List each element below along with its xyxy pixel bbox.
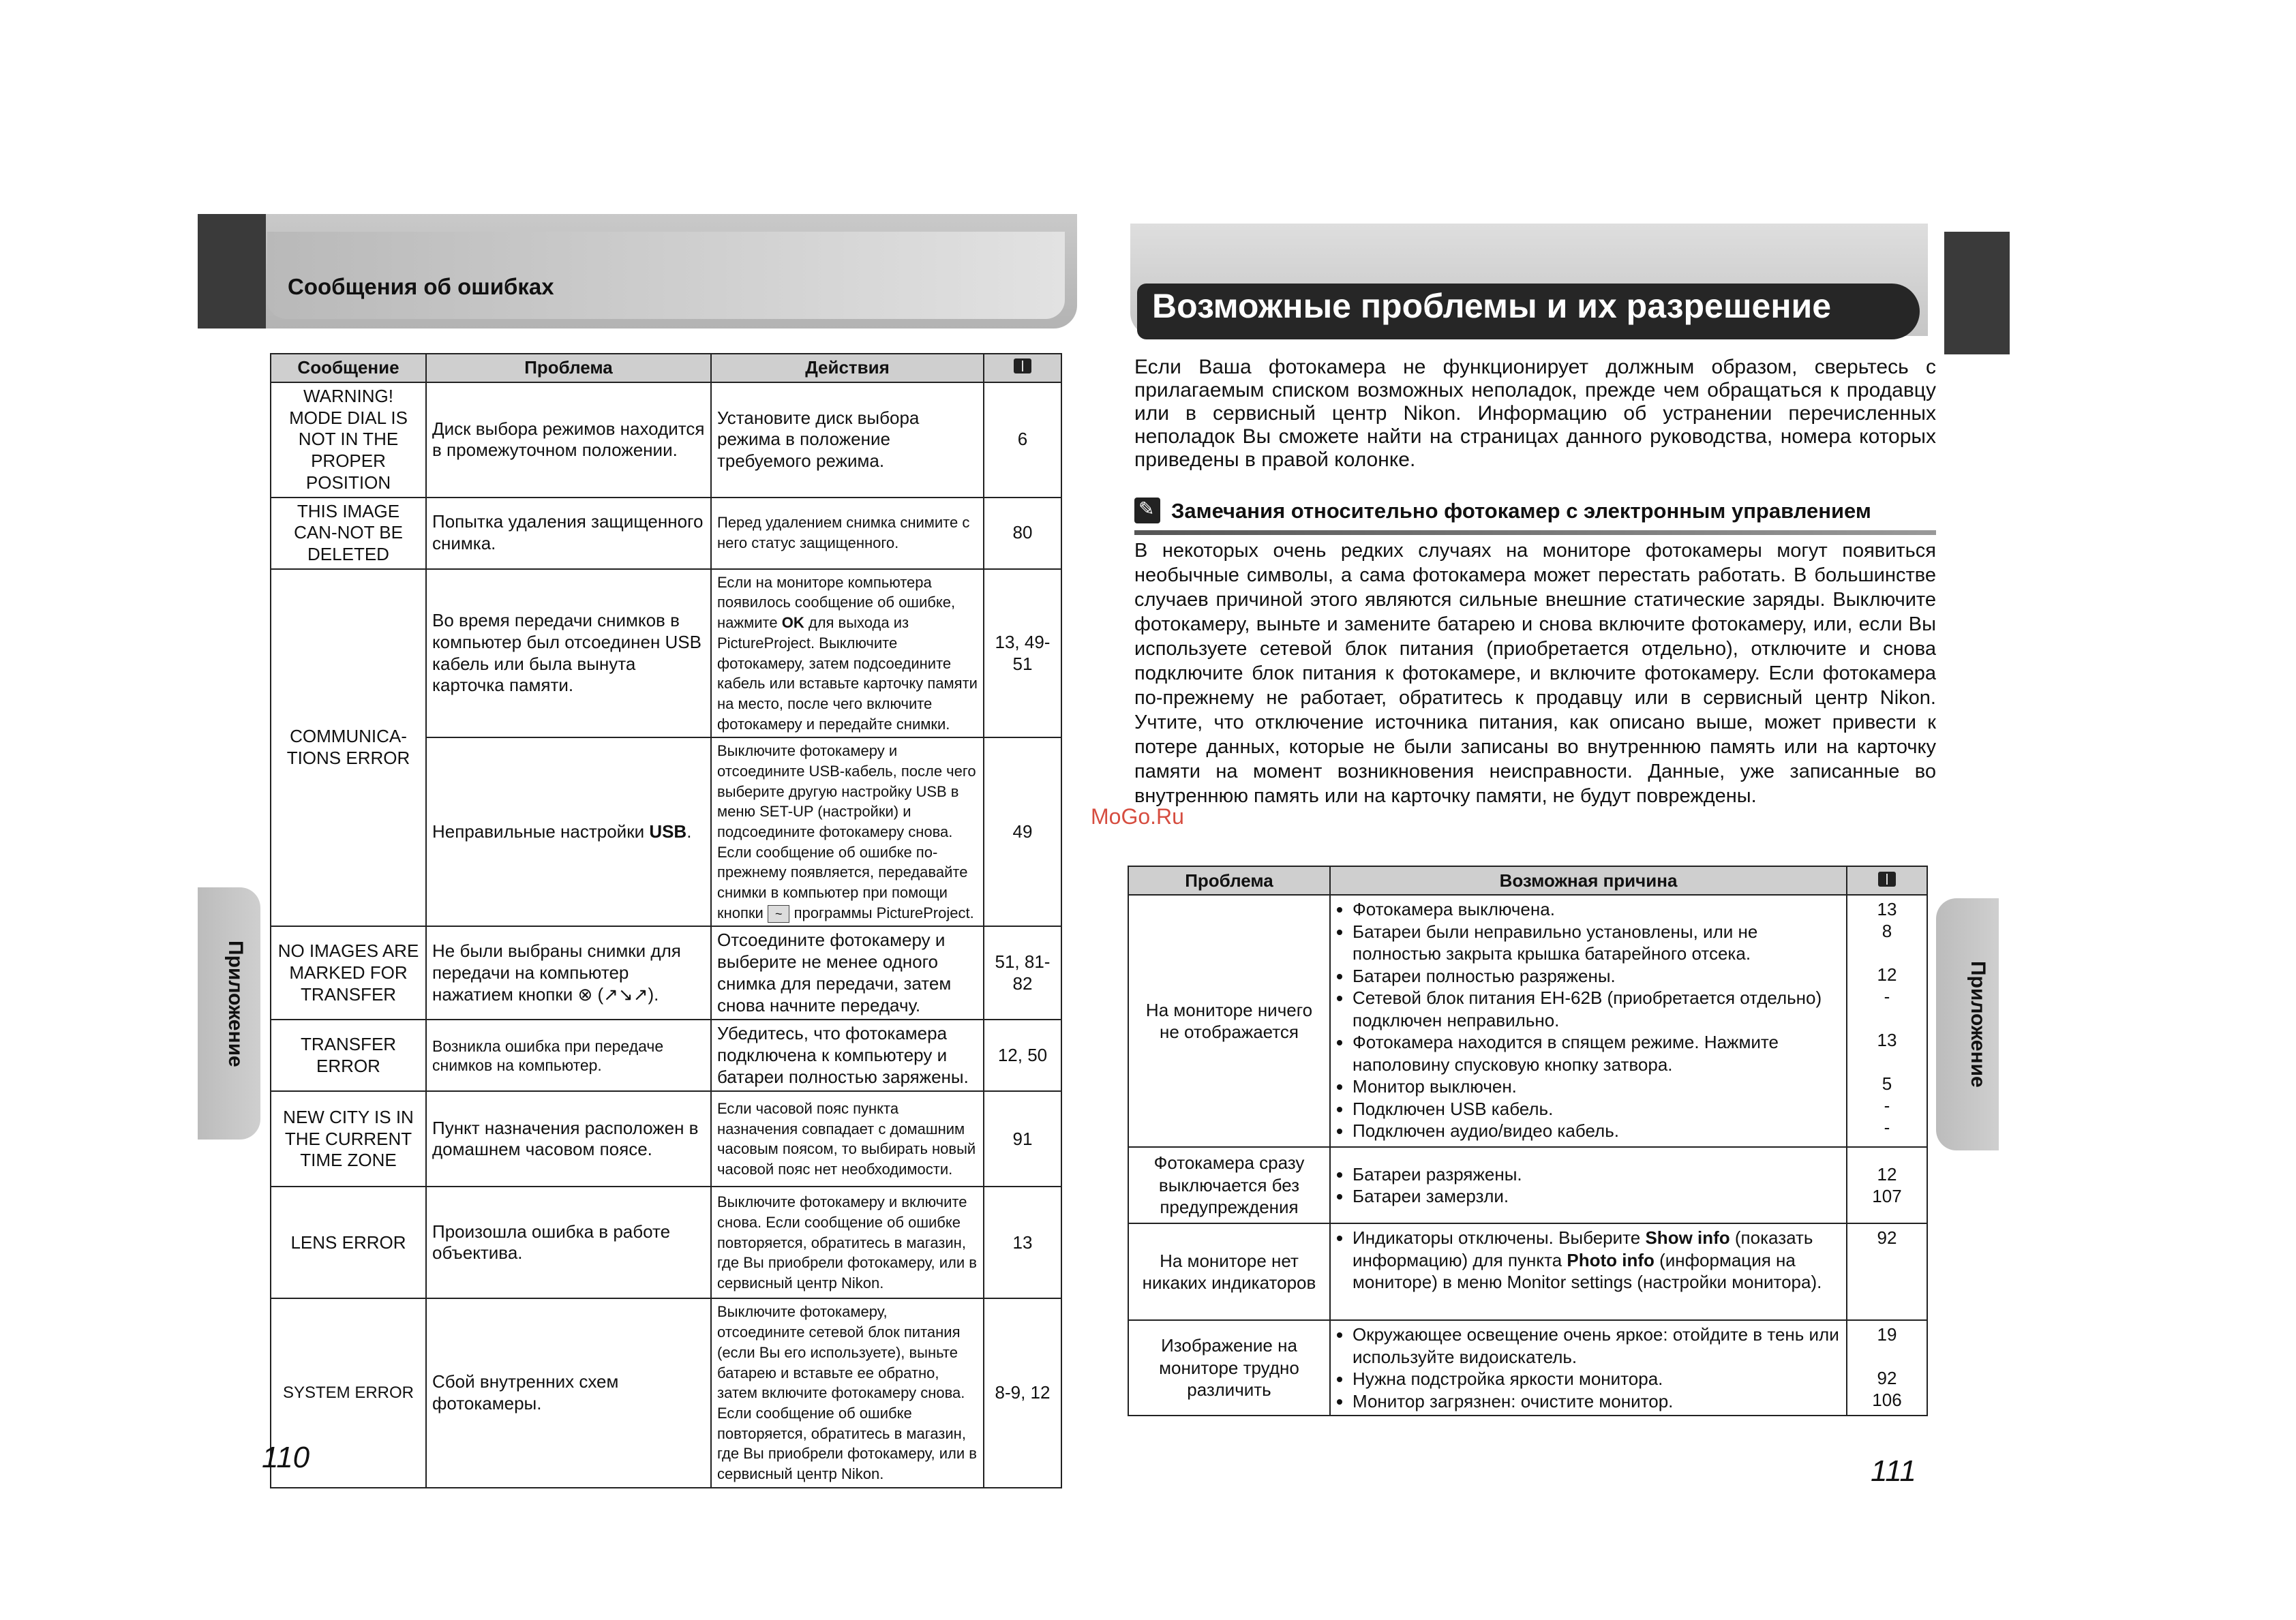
page-ref-cell: 80 <box>984 498 1061 569</box>
page-title: Сообщения об ошибках <box>288 274 554 299</box>
intro-paragraph: Если Ваша фотокамера не функционирует должным образом, сверьтесь с прилагаемым списком возможных неполадок, прежде чем обращаться к продавцу или в сервисный центр Nikon. Информацию об устранении перечисленных неполадок Вы сможете найти на страницах данного руководства, номера которых приведены в правой колонке. <box>1134 356 1936 471</box>
page-ref-cell: 49 <box>984 737 1061 926</box>
cause-item: • Окружающее освещение очень яркое: отойдите в тень или используйте видоискатель. <box>1353 1324 1841 1368</box>
cause-item: • Подключен USB кабель. <box>1353 1098 1841 1120</box>
table-row <box>1128 1147 1927 1223</box>
note-paragraph: В некоторых очень редких случаях на мониторе фотокамеры могут появиться необычные символы, а сама фотокамера может перестать работать. В большинстве случаев причиной этого являются сильные внешние статические заряды. Выключите фотокамеру, выньте и замените батарею и снова включите фотокамеру, или, если Вы используете сетевой блок питания (приобретается отдельно), отключите и снова подключите блок питания к фотокамере, и включите фотокамеру. Если фотокамера по-прежнему не работает, обратитесь к продавцу или в сервисный центр Nikon. Учтите, что отключение источника питания, как описано выше, может привести к потере данных, которые не были записаны во внутреннюю память или на карточку памяти на момент возникновения неисправности. Данные, уже записанные во внутреннюю память или на карточку памяти, не будут повреждены. <box>1134 540 1936 807</box>
book-icon <box>1878 872 1896 887</box>
page-ref: 106 <box>1872 1390 1902 1410</box>
cause-cell <box>1330 1320 1847 1416</box>
action-cell: Выключите фотокамеру и включите снова. Если сообщение об ошибке повторяется, обратитесь в магазин, где Вы приобрели фотокамеру, или в сервисный центр Nikon. <box>711 1187 984 1298</box>
transfer-button-icon: ~ <box>768 905 790 923</box>
problem-cell: Изображение на мониторе трудно различить <box>1128 1320 1330 1416</box>
page-ref-cell: 92 <box>1847 1223 1927 1320</box>
problem-cell: На мониторе ничего не отображается <box>1128 895 1330 1147</box>
usb-label: USB <box>649 821 687 842</box>
ok-label: OK <box>781 614 804 632</box>
cause-item: • Фотокамера находится в спящем режиме. Нажмите наполовину спусковую кнопку затвора. <box>1353 1031 1841 1075</box>
page-ref-cell: 51, 81-82 <box>984 926 1061 1020</box>
action-cell: Установите диск выбора режима в положение требуемого режима. <box>711 382 984 498</box>
message-cell: SYSTEM ERROR <box>271 1298 426 1487</box>
table-row <box>1128 1223 1927 1320</box>
page-ref: 107 <box>1872 1186 1902 1206</box>
cause-cell <box>1330 1223 1847 1320</box>
problem-text: . <box>686 821 692 842</box>
cause-text: (показать информацию) для пункта <box>1353 1227 1813 1270</box>
table-row <box>271 1020 1061 1091</box>
page-ref: - <box>1884 986 1890 1007</box>
table-header-row <box>271 354 1061 382</box>
problem-cell: Попытка удаления защищенного снимка. <box>426 498 711 569</box>
header-message: Сообщение <box>271 354 426 382</box>
note-heading: Замечания относительно фотокамер с электронным управлением <box>1171 499 1871 523</box>
page-ref: 12 <box>1877 1164 1897 1185</box>
header-action: Действия <box>711 354 984 382</box>
page-ref: - <box>1884 1117 1890 1137</box>
header-page <box>984 354 1061 382</box>
page-ref: - <box>1884 1095 1890 1116</box>
cause-item: • Батареи разряжены. <box>1353 1163 1841 1186</box>
table-row <box>271 926 1061 1020</box>
action-text: Выключите фотокамеру и отсоедините USB-кабель, после чего выберите другую настройку USB в меню SET-UP (настройки) и подсоедините фотокамеру снова. Если сообщение об ошибке по-прежнему появляется, передавайте снимки в компьютер при помощи кнопки <box>717 742 976 921</box>
table-row <box>271 1091 1061 1187</box>
problem-cell: Возникла ошибка при передаче снимков на компьютер. <box>426 1020 711 1091</box>
action-cell <box>711 569 984 738</box>
problem-cell: Произошла ошибка в работе объектива. <box>426 1187 711 1298</box>
cause-cell <box>1330 895 1847 1147</box>
table-row <box>1128 895 1927 1147</box>
table-row <box>271 382 1061 498</box>
cause-item: • Монитор загрязнен: очистите монитор. <box>1353 1390 1841 1413</box>
page-number: 111 <box>1871 1454 1916 1488</box>
action-cell: Выключите фотокамеру, отсоедините сетевой блок питания (если Вы его используете), выньте батарею и вставьте ее обратно, затем включите фотокамеру снова. Если сообщение об ошибке повторяется, обратитесь в магазин, где Вы приобрели фотокамеру, или в сервисный центр Nikon. <box>711 1298 984 1487</box>
cause-item: • Батареи были неправильно установлены, или не полностью закрыта крышка батарейного отсека. <box>1353 921 1841 965</box>
cause-item: • Монитор выключен. <box>1353 1075 1841 1098</box>
action-cell: Перед удалением снимка снимите с него статус защищенного. <box>711 498 984 569</box>
message-cell: NO IMAGES ARE MARKED FOR TRANSFER <box>271 926 426 1020</box>
header-problem: Проблема <box>1128 866 1330 895</box>
page-ref-cell: 12, 50 <box>984 1020 1061 1091</box>
problem-cell: Диск выбора режимов находится в промежуточном положении. <box>426 382 711 498</box>
note-divider <box>1134 530 1936 535</box>
table-row <box>1128 1320 1927 1416</box>
problem-text: Неправильные настройки <box>432 821 650 842</box>
action-cell: Отсоедините фотокамеру и выберите не менее одного снимка для передачи, затем снова начните передачу. <box>711 926 984 1020</box>
photo-info-label: Photo info <box>1567 1249 1655 1270</box>
page-number: 110 <box>262 1441 310 1474</box>
page-ref-cell: 6 <box>984 382 1061 498</box>
problem-cell: На мониторе нет никаких индикаторов <box>1128 1223 1330 1320</box>
table-row <box>271 1298 1061 1487</box>
page-ref-cell: 8-9, 12 <box>984 1298 1061 1487</box>
message-cell: WARNING! MODE DIAL IS NOT IN THE PROPER POSITION <box>271 382 426 498</box>
problem-cell: Во время передачи снимков в компьютер был отсоединен USB кабель или была вынута карточка памяти. <box>426 569 711 738</box>
page-ref: 5 <box>1882 1073 1892 1094</box>
problem-cell: Сбой внутренних схем фотокамеры. <box>426 1298 711 1487</box>
action-cell <box>711 737 984 926</box>
cause-text: Индикаторы отключены. Выберите <box>1353 1227 1646 1248</box>
message-cell: COMMUNICA-TIONS ERROR <box>271 569 426 927</box>
header-cause: Возможная причина <box>1330 866 1847 895</box>
page-ref: 8 <box>1882 921 1892 941</box>
error-messages-table <box>270 353 1062 1488</box>
table-row <box>271 569 1061 738</box>
problem-cell: Фотокамера сразу выключается без предупреждения <box>1128 1147 1330 1223</box>
page-ref-cell: 13, 49-51 <box>984 569 1061 738</box>
action-text: программы PictureProject. <box>794 904 974 921</box>
header-tab <box>1944 232 2010 354</box>
page-ref-cell: 13 <box>984 1187 1061 1298</box>
watermark: MoGo.Ru <box>1091 804 1184 829</box>
pencil-note-icon <box>1134 498 1160 523</box>
cause-item: • Фотокамера выключена. <box>1353 898 1841 921</box>
page-ref-cell <box>1847 1320 1927 1416</box>
action-cell: Убедитесь, что фотокамера подключена к компьютеру и батареи полностью заряжены. <box>711 1020 984 1091</box>
troubleshooting-table <box>1128 866 1928 1416</box>
page-ref-cell <box>1847 1147 1927 1223</box>
action-text: для выхода из PictureProject. Выключите фотокамеру, затем подсоедините кабель или вставьте карточку памяти на место, после чего включите фотокамеру и передайте снимки. <box>717 614 978 733</box>
message-cell: LENS ERROR <box>271 1187 426 1298</box>
cause-item <box>1353 1227 1841 1294</box>
header-problem: Проблема <box>426 354 711 382</box>
table-row <box>271 1187 1061 1298</box>
page-ref: 13 <box>1877 1030 1897 1050</box>
page-ref: 13 <box>1877 899 1897 919</box>
page-ref: 12 <box>1877 964 1897 985</box>
cause-item: • Подключен аудио/видео кабель. <box>1353 1120 1841 1142</box>
cause-item: • Нужна подстройка яркости монитора. <box>1353 1368 1841 1390</box>
message-cell: TRANSFER ERROR <box>271 1020 426 1091</box>
page-ref: 92 <box>1877 1368 1897 1388</box>
page-ref-cell: 91 <box>984 1091 1061 1187</box>
problem-cell: Не были выбраны снимки для передачи на компьютер нажатием кнопки ⊗ (↗↘↗). <box>426 926 711 1020</box>
side-tab-label: Приложение <box>1967 961 1989 1088</box>
cause-text: (информация на мониторе) в меню Monitor settings (настройки монитора). <box>1353 1249 1822 1292</box>
header-tab <box>198 214 266 328</box>
cause-item: • Сетевой блок питания EH-62B (приобретается отдельно) подключен неправильно. <box>1353 987 1841 1031</box>
side-tab-label: Приложение <box>224 941 247 1067</box>
action-cell: Если часовой пояс пункта назначения совпадает с домашним часовым поясом, то выбирать новый часовой пояс нет необходимости. <box>711 1091 984 1187</box>
book-icon <box>1014 358 1031 373</box>
problem-cell <box>426 737 711 926</box>
message-cell: THIS IMAGE CAN-NOT BE DELETED <box>271 498 426 569</box>
header-page <box>1847 866 1927 895</box>
page-title: Возможные проблемы и их разрешение <box>1152 287 1832 325</box>
table-row <box>271 498 1061 569</box>
page-ref: 19 <box>1877 1324 1897 1345</box>
page-ref-cell <box>1847 895 1927 1147</box>
action-text: Если на мониторе компьютера появилось сообщение об ошибке, нажмите <box>717 573 956 632</box>
table-header-row <box>1128 866 1927 895</box>
show-info-label: Show info <box>1645 1227 1730 1248</box>
problem-cell: Пункт назначения расположен в домашнем часовом поясе. <box>426 1091 711 1187</box>
message-cell: NEW CITY IS IN THE CURRENT TIME ZONE <box>271 1091 426 1187</box>
cause-cell <box>1330 1147 1847 1223</box>
cause-item: • Батареи полностью разряжены. <box>1353 965 1841 988</box>
cause-item: • Батареи замерзли. <box>1353 1185 1841 1208</box>
